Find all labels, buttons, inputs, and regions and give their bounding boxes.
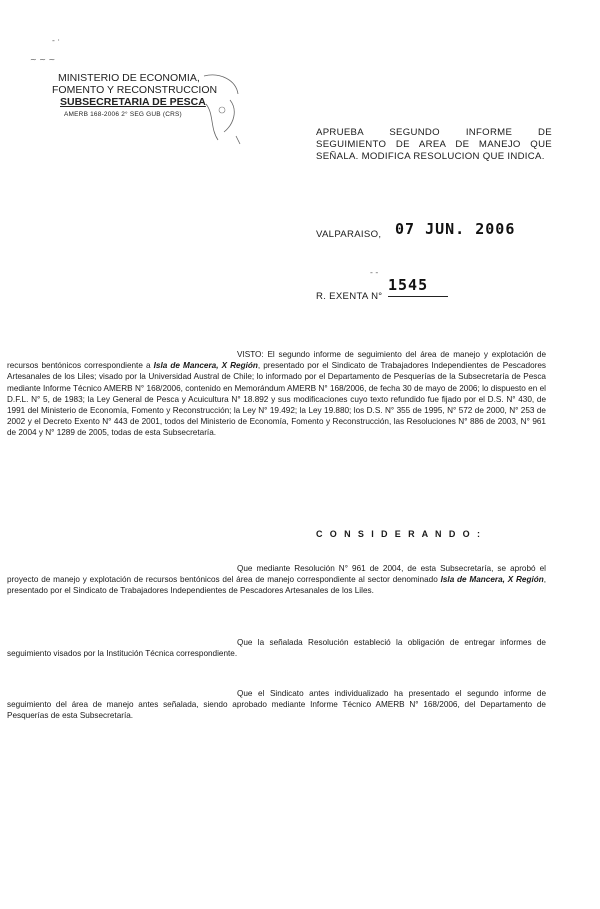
visto-area-name: Isla de Mancera, X Región bbox=[153, 361, 258, 371]
visto-rest: , presentado por el Sindicato de Trabajadores Independientes de Pescadores Artesanales de los Liles; visado por la Universidad Austral de Chile; lo informado por el Departamento de Pesquerías de la Subsecretaría de Pesca mediante Informe Técnico AMERB N° 168/2006, contenido en Memorándum AMERB N° 168/2006, de fecha 30 de mayo de 2006; lo dispuesto en el D.F.L. N° 5, de 1983; la Ley General de Pesca y Acuicultura N° 18.892 y sus modificaciones cuyo texto refundido fue fijado por el D.S. N° 430, de 1991 del Ministerio de Economía, Fomento y Reconstrucción; la Ley N° 19.492; la Ley 19.880; los D.S. N° 355 de 1995, N° 572 de 2000, N° 253 de 2002 y el Decreto Exento N° 443 de 2001, todos del Ministerio de Economía, Fomento y Reconstrucción, las Resoluciones N° 886 de 2003, N° 961 de 2004 y N° 1289 de 2005, todas de esta Subsecretaría. bbox=[7, 361, 547, 438]
considerando-heading: C O N S I D E R A N D O : bbox=[316, 529, 483, 539]
visto-lead: VISTO: El segundo informe de seguimiento del área de manejo y explotación de recursos bentónicos correspondiente a bbox=[7, 350, 546, 371]
resolution-label: R. EXENTA N° bbox=[316, 291, 383, 302]
subsecretaria-title: SUBSECRETARIA DE PESCA bbox=[60, 96, 206, 108]
document-summary: APRUEBA SEGUNDO INFORME DE SEGUIMIENTO DE AREA DE MANEJO QUE SEÑALA. MODIFICA RESOLUCION QUE INDICA. bbox=[316, 127, 552, 162]
date-stamp: 07 JUN. 2006 bbox=[395, 220, 516, 238]
margin-mark: - · bbox=[52, 36, 60, 45]
seal-stamp-icon bbox=[200, 70, 244, 148]
considerando-paragraph-3: Que el Sindicato antes individualizado ha presentado el segundo informe de seguimiento del área de manejo antes señalada, siendo aprobado mediante Informe Técnico AMERB N° 168/2006, del Departamento de Pesquerías de esta Subsecretaría. bbox=[7, 689, 546, 721]
file-reference: AMERB 168-2006 2° SEG GUB (CRS) bbox=[64, 111, 182, 118]
resolution-number-stamp: 1545 bbox=[388, 276, 448, 297]
visto-paragraph bbox=[7, 349, 546, 439]
place-label: VALPARAISO, bbox=[316, 229, 382, 240]
considerando-paragraph-1 bbox=[7, 563, 546, 597]
considerando-1-b: , presentado por el Sindicato de Trabajadores Independientes de Pescadores Artesanales de los Liles. bbox=[7, 575, 547, 596]
ministry-line-1: MINISTERIO DE ECONOMIA, bbox=[58, 72, 200, 84]
considerando-1-area: Isla de Mancera, X Región bbox=[440, 575, 544, 585]
margin-mark-2: ~ ~ ~ bbox=[30, 55, 56, 64]
considerando-1-a: Que mediante Resolución N° 961 de 2004, de esta Subsecretaría, se aprobó el proyecto de manejo y explotación de recursos bentónicos del área de manejo correspondiente al sector denominado bbox=[7, 564, 546, 585]
pen-mark: - - bbox=[370, 268, 379, 277]
considerando-paragraph-2: Que la señalada Resolución estableció la obligación de entregar informes de seguimiento visados por la Institución Técnica correspondiente. bbox=[7, 638, 546, 659]
ministry-line-2: FOMENTO Y RECONSTRUCCION bbox=[52, 84, 218, 96]
